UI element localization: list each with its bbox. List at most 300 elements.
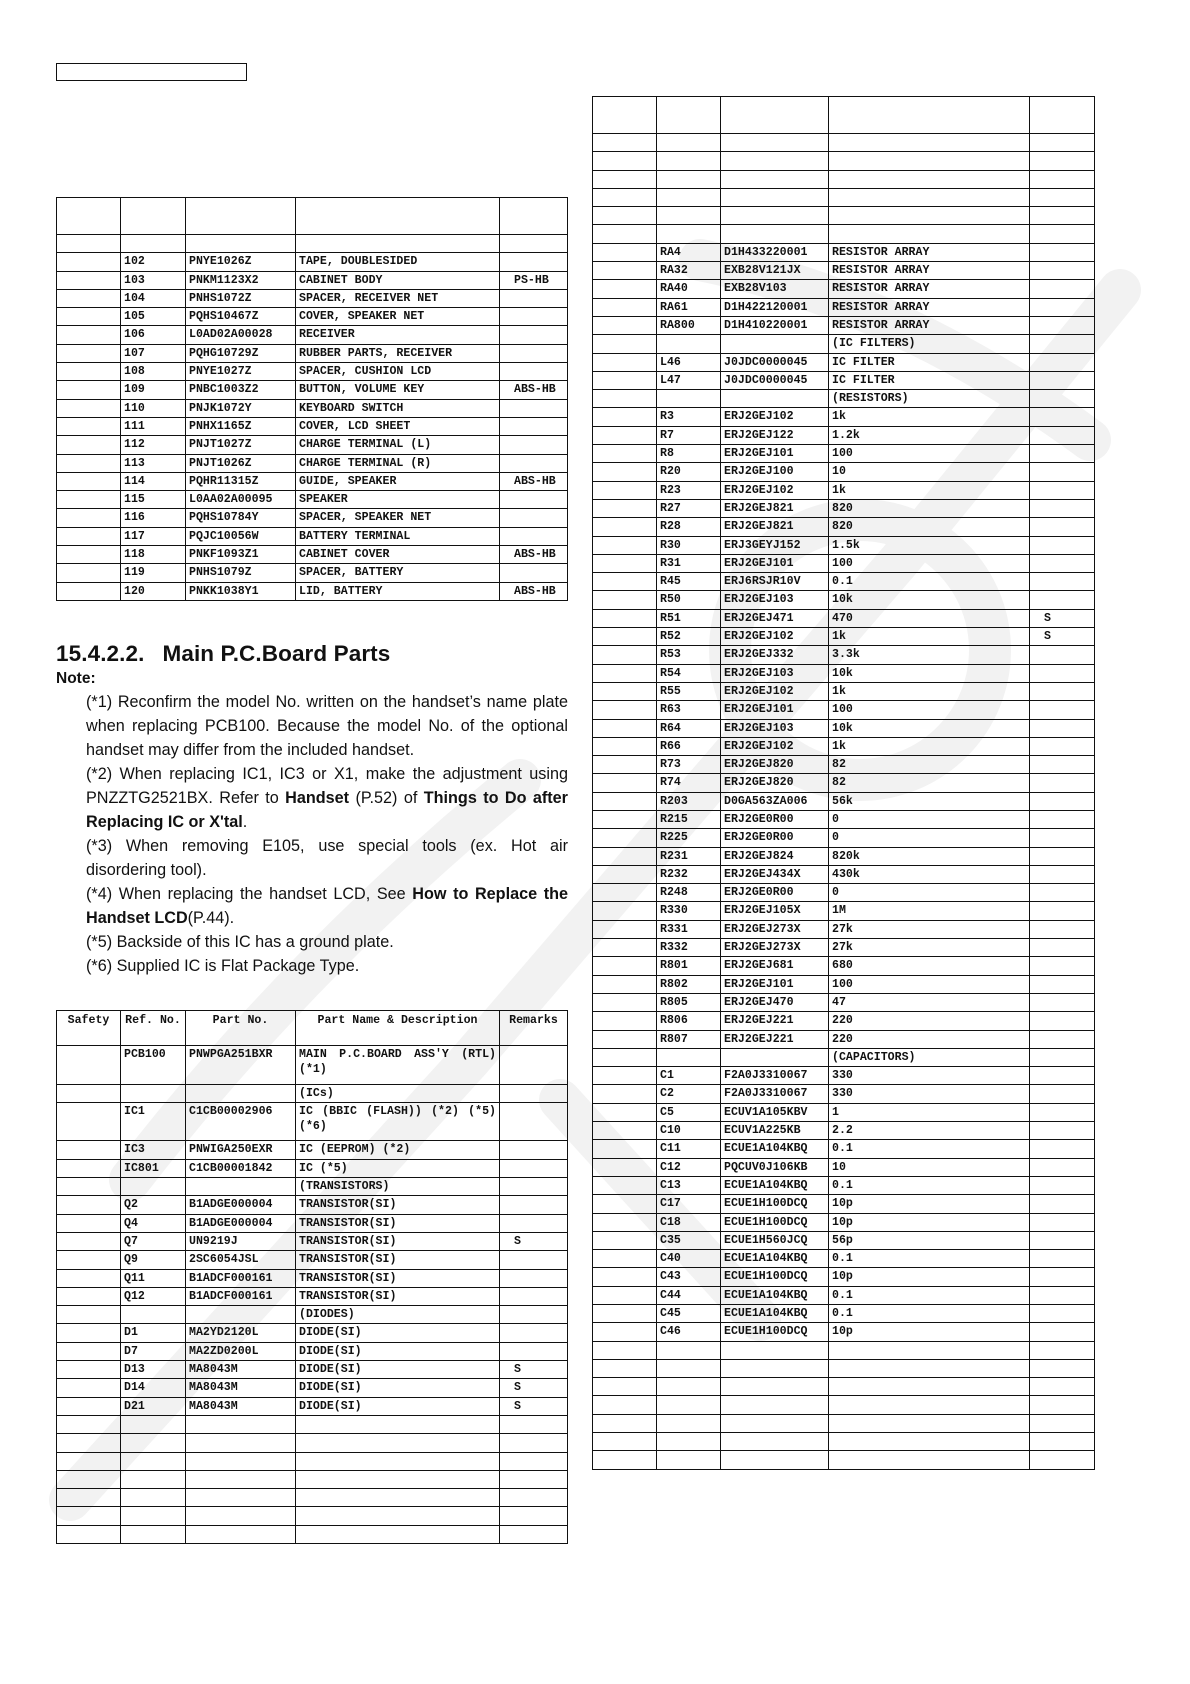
cell-safety (593, 829, 657, 847)
cell-ref-no: R27 (657, 499, 721, 517)
cell-description: 1k (829, 628, 1030, 646)
cell-remarks (1030, 518, 1095, 536)
cell-safety (57, 1324, 121, 1342)
cell-ref-no: RA32 (657, 262, 721, 280)
note-6: (*6) Supplied IC is Flat Package Type. (86, 957, 360, 975)
cell-remarks (1030, 993, 1095, 1011)
cell-part-no: ERJ2GEJ470 (721, 993, 829, 1011)
cell-safety (593, 518, 657, 536)
cell-safety (57, 326, 121, 344)
cell-ref-no: 111 (121, 417, 186, 435)
cell-description: 0.1 (829, 1305, 1030, 1323)
cell-description (829, 152, 1030, 170)
table-row (593, 1359, 1095, 1377)
table-row (593, 445, 1095, 463)
cell-ref-no: 120 (121, 582, 186, 600)
cell-description: 10p (829, 1195, 1030, 1213)
cell-description: IC (EEPROM) (*2) (296, 1141, 500, 1159)
cell-safety (57, 1434, 121, 1452)
cell-part-no: ECUE1H100DCQ (721, 1213, 829, 1231)
cell-description: (RESISTORS) (829, 390, 1030, 408)
cell-remarks (1030, 152, 1095, 170)
cell-description: 330 (829, 1085, 1030, 1103)
cell-part-no: ERJ6RSJR10V (721, 573, 829, 591)
cell-description (296, 1507, 500, 1525)
header-safety (57, 198, 121, 235)
cell-part-no (186, 1306, 296, 1324)
cell-remarks (500, 1178, 568, 1196)
cell-safety (593, 1396, 657, 1414)
cell-description: 10 (829, 1158, 1030, 1176)
cell-ref-no: Q11 (121, 1269, 186, 1287)
link-things-to-do[interactable]: Things to Do after Replacing IC or X'tal (86, 789, 568, 831)
cell-ref-no: D7 (121, 1342, 186, 1360)
cell-safety (57, 308, 121, 326)
cell-safety (593, 316, 657, 334)
cell-part-no (186, 1084, 296, 1102)
table-row (593, 1305, 1095, 1323)
cell-part-no: PQHG10729Z (186, 344, 296, 362)
cell-ref-no: D13 (121, 1361, 186, 1379)
cell-description: 1k (829, 682, 1030, 700)
table-row (57, 399, 568, 417)
cell-part-no: PNHS1079Z (186, 564, 296, 582)
table-header-row (57, 1011, 568, 1046)
cell-ref-no: D21 (121, 1397, 186, 1415)
cell-description: 10k (829, 664, 1030, 682)
cell-remarks (1030, 939, 1095, 957)
cell-description: SPACER, CUSHION LCD (296, 363, 500, 381)
cell-part-no: PQJC10056W (186, 527, 296, 545)
cell-remarks (1030, 481, 1095, 499)
cell-remarks (500, 564, 568, 582)
cell-part-no: PNBC1003Z2 (186, 381, 296, 399)
cell-ref-no: R23 (657, 481, 721, 499)
cell-remarks (1030, 1305, 1095, 1323)
table-row (593, 756, 1095, 774)
header-remarks: Remarks (500, 1011, 568, 1046)
cell-remarks: PS-HB (500, 271, 568, 289)
cell-part-no (721, 1341, 829, 1359)
table-row (57, 1489, 568, 1507)
cell-part-no: L0AA02A00095 (186, 491, 296, 509)
cell-safety (593, 463, 657, 481)
table-row (593, 481, 1095, 499)
cell-part-no: ECUE1H100DCQ (721, 1268, 829, 1286)
cell-description: SPACER, SPEAKER NET (296, 509, 500, 527)
table-row (57, 1102, 568, 1141)
table-row (593, 1012, 1095, 1030)
table-row (57, 1342, 568, 1360)
cell-description (829, 1451, 1030, 1469)
cell-ref-no: C13 (657, 1176, 721, 1194)
table-row (57, 582, 568, 600)
cell-description: 820 (829, 499, 1030, 517)
cell-remarks (500, 417, 568, 435)
cell-safety (57, 1379, 121, 1397)
notes-list (86, 690, 568, 978)
cell-description: (IC FILTERS) (829, 335, 1030, 353)
cell-description: 820k (829, 847, 1030, 865)
cell-remarks (500, 344, 568, 362)
cell-ref-no: IC3 (121, 1141, 186, 1159)
table-row (593, 609, 1095, 627)
cell-ref-no: IC1 (121, 1102, 186, 1141)
cell-description: DIODE(SI) (296, 1379, 500, 1397)
cell-ref-no: R51 (657, 609, 721, 627)
cell-ref-no: R73 (657, 756, 721, 774)
cell-safety (593, 1176, 657, 1194)
page-header-box (56, 63, 247, 81)
cell-remarks (1030, 1323, 1095, 1341)
cell-part-no (186, 1470, 296, 1488)
cabinet-parts-table (56, 197, 568, 601)
cell-safety (593, 371, 657, 389)
header-description (829, 97, 1030, 134)
cell-ref-no: 112 (121, 436, 186, 454)
cell-ref-no: R225 (657, 829, 721, 847)
cell-part-no: PNKM1123X2 (186, 271, 296, 289)
cell-part-no: ERJ2GEJ332 (721, 646, 829, 664)
cell-safety (593, 1103, 657, 1121)
cell-safety (593, 1158, 657, 1176)
cell-part-no: EXB28V103 (721, 280, 829, 298)
cell-part-no: ECUE1H100DCQ (721, 1323, 829, 1341)
cell-description: 100 (829, 701, 1030, 719)
cell-remarks (500, 1342, 568, 1360)
cell-part-no: MA8043M (186, 1397, 296, 1415)
cell-description: 0.1 (829, 1250, 1030, 1268)
cell-ref-no (121, 1178, 186, 1196)
cell-safety (593, 1323, 657, 1341)
cell-remarks (500, 326, 568, 344)
cell-description: TRANSISTOR(SI) (296, 1251, 500, 1269)
cell-description: TRANSISTOR(SI) (296, 1214, 500, 1232)
cell-description: CABINET COVER (296, 546, 500, 564)
cell-safety (593, 774, 657, 792)
cell-part-no: B1ADCF000161 (186, 1287, 296, 1305)
cell-description: CHARGE TERMINAL (R) (296, 454, 500, 472)
cell-safety (593, 426, 657, 444)
cell-safety (57, 1269, 121, 1287)
cell-ref-no (121, 1452, 186, 1470)
table-row (593, 1085, 1095, 1103)
table-row (57, 326, 568, 344)
cell-safety (593, 920, 657, 938)
cell-description: 100 (829, 554, 1030, 572)
cell-remarks (1030, 1451, 1095, 1469)
cell-safety (593, 1378, 657, 1396)
table-row (593, 1067, 1095, 1085)
table-row (57, 454, 568, 472)
cell-ref-no: C1 (657, 1067, 721, 1085)
cell-part-no: ERJ2GEJ821 (721, 499, 829, 517)
cell-part-no: ECUE1A104KBQ (721, 1305, 829, 1323)
cell-remarks (1030, 975, 1095, 993)
cell-part-no: PNHX1165Z (186, 417, 296, 435)
cell-description: 100 (829, 975, 1030, 993)
cell-safety (57, 1361, 121, 1379)
table-row (57, 1287, 568, 1305)
table-row (593, 298, 1095, 316)
cell-description: 0.1 (829, 1286, 1030, 1304)
cell-ref-no: 108 (121, 363, 186, 381)
table-row (57, 271, 568, 289)
cell-ref-no (121, 1084, 186, 1102)
cell-remarks (1030, 591, 1095, 609)
cell-ref-no: 109 (121, 381, 186, 399)
cell-remarks (500, 1102, 568, 1141)
header-part-no (721, 97, 829, 134)
cell-safety (57, 509, 121, 527)
cell-safety (57, 454, 121, 472)
table-row (593, 152, 1095, 170)
table-row (593, 170, 1095, 188)
cell-description: TAPE, DOUBLESIDED (296, 253, 500, 271)
cell-safety (57, 491, 121, 509)
cell-remarks (1030, 664, 1095, 682)
table-row (57, 1178, 568, 1196)
cell-remarks (500, 289, 568, 307)
cell-ref-no (121, 1489, 186, 1507)
cell-part-no: ERJ2GEJ102 (721, 628, 829, 646)
table-row (57, 1361, 568, 1379)
table-row (593, 865, 1095, 883)
cell-part-no: ERJ2GEJ221 (721, 1012, 829, 1030)
link-replace-lcd[interactable]: How to Replace the Handset LCD (86, 885, 568, 927)
table-row (57, 1379, 568, 1397)
table-row (57, 1434, 568, 1452)
cell-safety (593, 481, 657, 499)
cell-part-no: B1ADGE000004 (186, 1196, 296, 1214)
cell-safety (57, 1397, 121, 1415)
table-row (593, 993, 1095, 1011)
cell-remarks (1030, 408, 1095, 426)
cell-description (829, 1396, 1030, 1414)
cell-remarks (1030, 774, 1095, 792)
cell-description: IC FILTER (829, 371, 1030, 389)
cell-description: IC (BBIC (FLASH)) (*2) (*5)(*6) (296, 1102, 500, 1141)
cell-ref-no: R31 (657, 554, 721, 572)
cell-remarks (1030, 792, 1095, 810)
cell-safety (593, 1268, 657, 1286)
cell-description: 1M (829, 902, 1030, 920)
cell-remarks (1030, 756, 1095, 774)
header-safety: Safety (57, 1011, 121, 1046)
cell-description: 470 (829, 609, 1030, 627)
cell-description: BUTTON, VOLUME KEY (296, 381, 500, 399)
cell-description: SPEAKER (296, 491, 500, 509)
cell-remarks: S (1030, 628, 1095, 646)
header-description: Part Name & Description (296, 1011, 500, 1046)
cell-description: SPACER, RECEIVER NET (296, 289, 500, 307)
cell-part-no (186, 235, 296, 253)
cell-remarks (1030, 335, 1095, 353)
cell-safety (593, 1122, 657, 1140)
cell-part-no: ERJ2GEJ102 (721, 682, 829, 700)
cell-part-no (721, 188, 829, 206)
table-row (593, 262, 1095, 280)
cell-ref-no (657, 1048, 721, 1066)
cell-ref-no: R801 (657, 957, 721, 975)
cell-remarks (1030, 920, 1095, 938)
cell-safety (593, 1048, 657, 1066)
cell-description: (CAPACITORS) (829, 1048, 1030, 1066)
table-row (57, 564, 568, 582)
table-row (593, 646, 1095, 664)
cell-description (829, 207, 1030, 225)
cell-ref-no: 113 (121, 454, 186, 472)
note-3: (*3) When removing E105, use special tools (ex. Hot air disordering tool). (86, 837, 568, 879)
cell-part-no: D0GA563ZA006 (721, 792, 829, 810)
cell-safety (593, 1341, 657, 1359)
cell-remarks (1030, 1286, 1095, 1304)
header-part-no: Part No. (186, 1011, 296, 1046)
cell-description: 10 (829, 463, 1030, 481)
cell-ref-no (121, 235, 186, 253)
cell-safety (57, 344, 121, 362)
table-row (593, 1140, 1095, 1158)
cell-description: 0 (829, 884, 1030, 902)
pcb-parts-continued-table (592, 96, 1095, 1470)
cell-remarks (1030, 280, 1095, 298)
table-row (593, 1378, 1095, 1396)
cell-remarks (1030, 353, 1095, 371)
table-header-row (57, 198, 568, 235)
table-row (593, 774, 1095, 792)
cell-part-no (186, 1525, 296, 1543)
cell-part-no: B1ADCF000161 (186, 1269, 296, 1287)
cell-part-no (186, 1415, 296, 1433)
cell-description: RECEIVER (296, 326, 500, 344)
header-ref-no: Ref. No. (121, 1011, 186, 1046)
cell-part-no: PNYE1027Z (186, 363, 296, 381)
cell-ref-no (657, 134, 721, 152)
header-safety (593, 97, 657, 134)
cell-remarks (1030, 188, 1095, 206)
cell-ref-no: C44 (657, 1286, 721, 1304)
cell-remarks (1030, 1067, 1095, 1085)
cell-ref-no: RA800 (657, 316, 721, 334)
cell-part-no: UN9219J (186, 1232, 296, 1250)
cell-ref-no: C2 (657, 1085, 721, 1103)
cell-remarks (500, 527, 568, 545)
cell-description: CHARGE TERMINAL (L) (296, 436, 500, 454)
cell-part-no: ERJ2GEJ820 (721, 774, 829, 792)
cell-safety (57, 253, 121, 271)
cell-part-no: PNHS1072Z (186, 289, 296, 307)
cell-safety (593, 664, 657, 682)
cell-remarks (500, 1084, 568, 1102)
cell-remarks (1030, 1213, 1095, 1231)
cell-safety (593, 719, 657, 737)
cell-safety (593, 188, 657, 206)
cell-ref-no: C18 (657, 1213, 721, 1231)
cell-safety (57, 1287, 121, 1305)
cell-remarks (500, 1470, 568, 1488)
cell-ref-no (121, 1434, 186, 1452)
cell-safety (57, 1214, 121, 1232)
cell-ref-no: 105 (121, 308, 186, 326)
cell-safety (57, 363, 121, 381)
cell-part-no (721, 207, 829, 225)
cell-ref-no: 103 (121, 271, 186, 289)
table-row (57, 1159, 568, 1177)
table-row (593, 1341, 1095, 1359)
cell-part-no: ERJ2GEJ221 (721, 1030, 829, 1048)
cell-safety (593, 353, 657, 371)
cell-description: RESISTOR ARRAY (829, 316, 1030, 334)
cell-part-no: PNJK1072Y (186, 399, 296, 417)
table-row (593, 1030, 1095, 1048)
cell-safety (593, 390, 657, 408)
table-row (57, 344, 568, 362)
cell-ref-no: D14 (121, 1379, 186, 1397)
cell-safety (593, 902, 657, 920)
cell-remarks (1030, 390, 1095, 408)
cell-ref-no (121, 1507, 186, 1525)
cell-part-no: EXB28V121JX (721, 262, 829, 280)
cell-safety (57, 546, 121, 564)
cell-description: TRANSISTOR(SI) (296, 1196, 500, 1214)
cell-safety (593, 445, 657, 463)
cell-description: DIODE(SI) (296, 1361, 500, 1379)
table-row (57, 1046, 568, 1085)
cell-ref-no: R20 (657, 463, 721, 481)
cell-ref-no: 102 (121, 253, 186, 271)
cell-part-no (186, 1178, 296, 1196)
section-number: 15.4.2.2. (56, 641, 145, 666)
table-row (593, 1414, 1095, 1432)
table-row (593, 920, 1095, 938)
cell-safety (57, 381, 121, 399)
cell-ref-no: Q7 (121, 1232, 186, 1250)
cell-safety (57, 527, 121, 545)
link-handset[interactable]: Handset (285, 789, 350, 807)
cell-ref-no: R805 (657, 993, 721, 1011)
table-row (593, 280, 1095, 298)
cell-part-no: ECUE1H100DCQ (721, 1195, 829, 1213)
cell-description (829, 1433, 1030, 1451)
table-row (593, 792, 1095, 810)
table-row (593, 847, 1095, 865)
cell-description: 0.1 (829, 1176, 1030, 1194)
table-row (593, 1103, 1095, 1121)
cell-part-no: ERJ2GEJ471 (721, 609, 829, 627)
table-row (593, 902, 1095, 920)
cell-ref-no (657, 1396, 721, 1414)
cell-description (296, 1489, 500, 1507)
cell-part-no: ERJ2GEJ681 (721, 957, 829, 975)
table-row (57, 527, 568, 545)
table-row (593, 719, 1095, 737)
cell-description: IC FILTER (829, 353, 1030, 371)
cell-description: 1.5k (829, 536, 1030, 554)
table-row (593, 939, 1095, 957)
cell-description: 0.1 (829, 1140, 1030, 1158)
table-row (593, 573, 1095, 591)
cell-ref-no: R54 (657, 664, 721, 682)
cell-ref-no: R3 (657, 408, 721, 426)
cell-description: 820 (829, 518, 1030, 536)
table-row (593, 188, 1095, 206)
cell-ref-no (657, 1433, 721, 1451)
cell-ref-no: L46 (657, 353, 721, 371)
cell-ref-no: D1 (121, 1324, 186, 1342)
cell-safety (593, 335, 657, 353)
cell-safety (57, 1452, 121, 1470)
cell-part-no: MA2YD2120L (186, 1324, 296, 1342)
